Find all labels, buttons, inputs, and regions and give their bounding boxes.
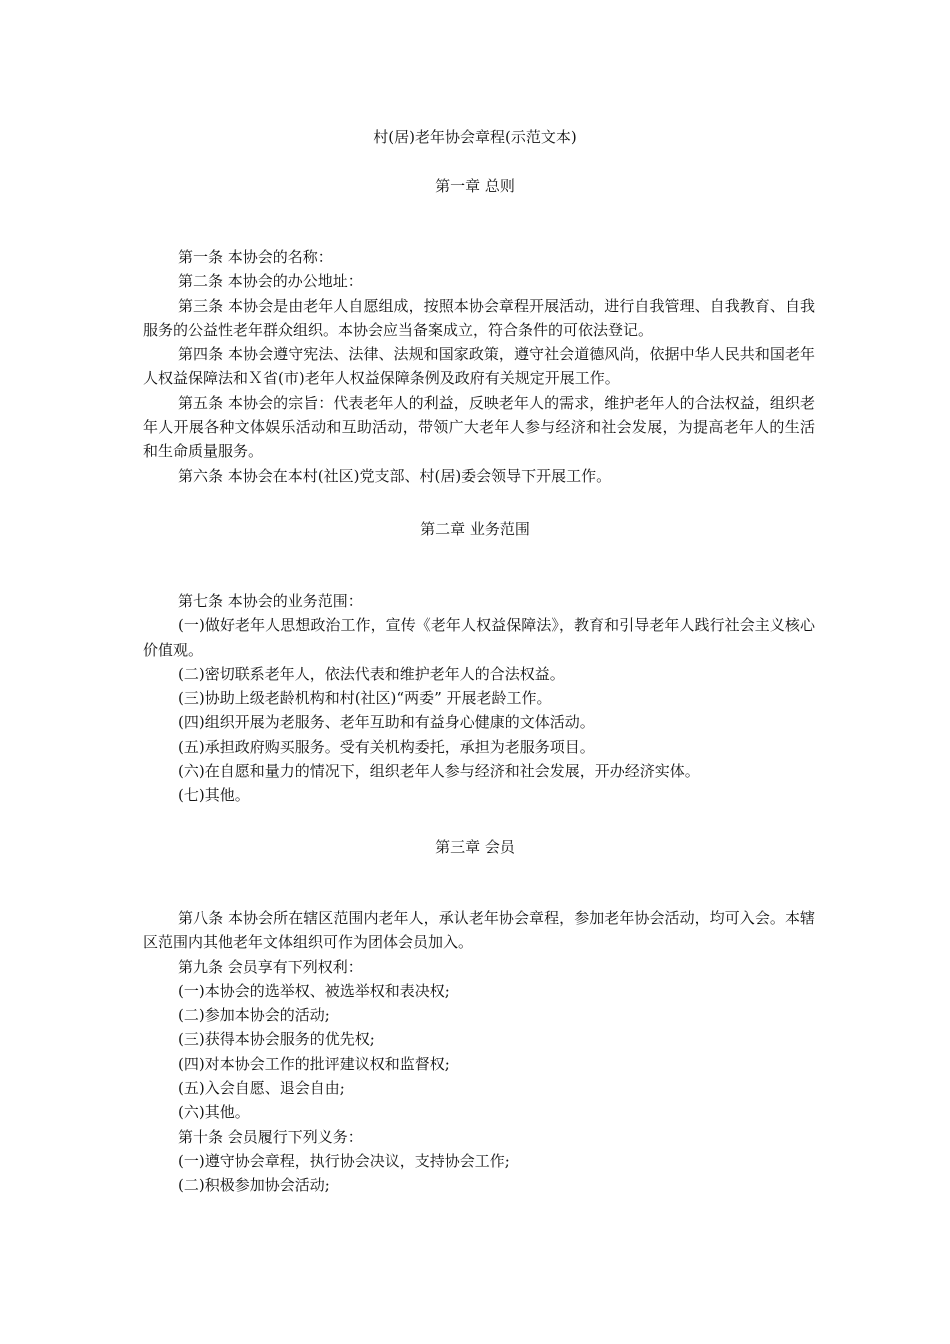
chapter-3-body bbox=[143, 906, 815, 1198]
article-paragraph: 第四条 本协会遵守宪法、法律、法规和国家政策，遵守社会道德风尚，依据中华人民共和国老年人权益保障法和Ｘ省(市)老年人权益保障条例及政府有关规定开展工作。 bbox=[143, 345, 815, 388]
article-paragraph: 第六条 本协会在本村(社区)党支部、村(居)委会领导下开展工作。 bbox=[178, 466, 612, 485]
chapter-heading-1: 第一章 总则 bbox=[435, 177, 515, 195]
list-item: (七)其他。 bbox=[178, 786, 250, 805]
list-item: (二)参加本协会的活动; bbox=[178, 1006, 330, 1025]
article-paragraph: 第八条 本协会所在辖区范围内老年人，承认老年协会章程，参加老年协会活动，均可入会。本辖区范围内其他老年文体组织可作为团体会员加入。 bbox=[143, 909, 815, 952]
chapter-heading-2: 第二章 业务范围 bbox=[420, 520, 530, 538]
article-paragraph: 第五条 本协会的宗旨：代表老年人的利益，反映老年人的需求，维护老年人的合法权益，组织老年人开展各种文体娱乐活动和互助活动，带领广大老年人参与经济和社会发展，为提高老年人的生活和生命质量服务。 bbox=[143, 393, 815, 461]
chapter-heading-3: 第三章 会员 bbox=[435, 838, 515, 856]
chapter-2-body bbox=[143, 589, 815, 808]
document-title: 村(居)老年协会章程(示范文本) bbox=[373, 128, 577, 146]
list-item: (三)协助上级老龄机构和村(社区)“两委” 开展老龄工作。 bbox=[178, 689, 552, 708]
list-item: (二)积极参加协会活动; bbox=[178, 1176, 330, 1195]
list-item: (一)本协会的选举权、被选举权和表决权; bbox=[178, 981, 450, 1000]
list-item: (五)入会自愿、退会自由; bbox=[178, 1079, 345, 1098]
list-item: (五)承担政府购买服务。受有关机构委托，承担为老服务项目。 bbox=[178, 737, 595, 756]
article-paragraph: 第九条 会员享有下列权利： bbox=[178, 957, 363, 976]
list-item: (六)在自愿和量力的情况下，组织老年人参与经济和社会发展，开办经济实体。 bbox=[178, 762, 700, 781]
list-item: (一)遵守协会章程，执行协会决议，支持协会工作; bbox=[178, 1151, 510, 1170]
chapter-1-body bbox=[143, 245, 815, 488]
list-item: (一)做好老年人思想政治工作，宣传《老年人权益保障法》，教育和引导老年人践行社会主义核心价值观。 bbox=[143, 616, 815, 659]
article-paragraph: 第一条 本协会的名称： bbox=[178, 248, 333, 266]
list-item: (四)组织开展为老服务、老年互助和有益身心健康的文体活动。 bbox=[178, 713, 595, 732]
article-paragraph: 第七条 本协会的业务范围： bbox=[178, 592, 363, 610]
article-paragraph: 第二条 本协会的办公地址： bbox=[178, 272, 363, 291]
article-paragraph: 第三条 本协会是由老年人自愿组成，按照本协会章程开展活动，进行自我管理、自我教育、自我服务的公益性老年群众组织。本协会应当备案成立，符合条件的可依法登记。 bbox=[143, 296, 815, 339]
list-item: (六)其他。 bbox=[178, 1103, 250, 1122]
article-paragraph: 第十条 会员履行下列义务： bbox=[178, 1127, 363, 1146]
list-item: (二)密切联系老年人，依法代表和维护老年人的合法权益。 bbox=[178, 664, 565, 683]
list-item: (三)获得本协会服务的优先权; bbox=[178, 1030, 375, 1049]
list-item: (四)对本协会工作的批评建议权和监督权; bbox=[178, 1054, 450, 1073]
